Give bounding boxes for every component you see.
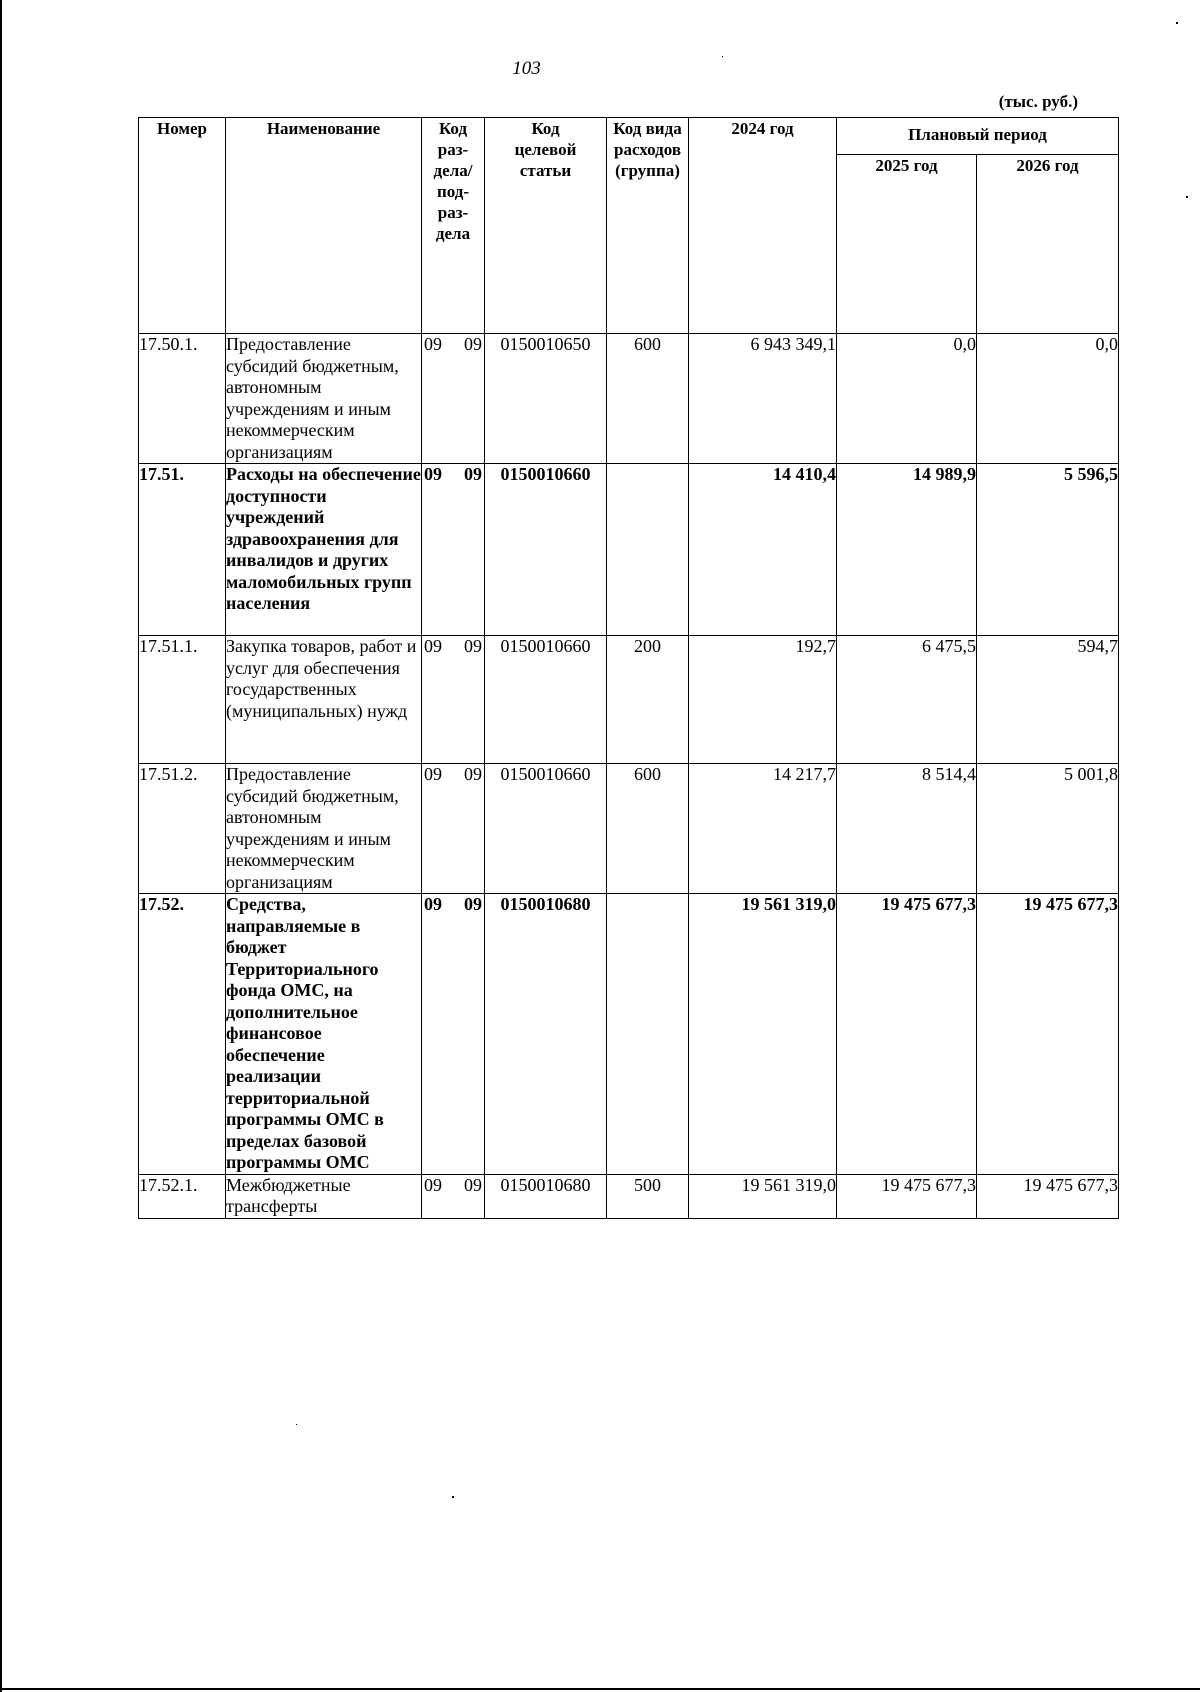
row-section: 09 09 [422,334,485,464]
row-2025: 6 475,5 [837,636,977,764]
table-row [139,636,1119,764]
row-2026: 594,7 [977,636,1119,764]
row-section: 09 09 [422,464,485,636]
row-2024: 192,7 [689,636,837,764]
table-row [139,894,1119,1175]
row-target-code: 0150010660 [485,636,607,764]
header-row [139,118,1119,155]
row-target-code: 0150010660 [485,764,607,894]
row-2024: 14 217,7 [689,764,837,894]
row-expense-type: 600 [607,764,689,894]
row-expense-type: 200 [607,636,689,764]
header-name: Наименование [226,118,422,334]
row-2025: 19 475 677,3 [837,1174,977,1218]
units-label: (тыс. руб.) [998,92,1078,111]
row-section: 09 09 [422,764,485,894]
scan-edge-line-left [0,0,2,1692]
table-row [139,1174,1119,1218]
row-number: 17.51. [139,464,226,636]
row-number: 17.52. [139,894,226,1175]
row-2024: 19 561 319,0 [689,894,837,1175]
row-number: 17.50.1. [139,334,226,464]
header-expense-type: Код вида расходов (группа) [607,118,689,334]
header-planning-period: Плановый период [837,118,1119,155]
row-2025: 14 989,9 [837,464,977,636]
scan-speck [722,56,723,57]
header-2026: 2026 год [977,155,1119,334]
row-2024: 14 410,4 [689,464,837,636]
scan-speck [1176,22,1178,24]
row-section: 09 09 [422,894,485,1175]
row-2024: 6 943 349,1 [689,334,837,464]
row-2026: 19 475 677,3 [977,894,1119,1175]
row-target-code: 0150010680 [485,894,607,1175]
row-section: 09 09 [422,1174,485,1218]
row-name: Расходы на обеспечение доступности учреждений здравоохранения для инвалидов и других маломобильных групп населения [226,464,422,636]
row-2026: 5 001,8 [977,764,1119,894]
scan-speck [1186,196,1188,198]
table-row [139,764,1119,894]
header-2024: 2024 год [689,118,837,334]
row-2026: 5 596,5 [977,464,1119,636]
row-2026: 0,0 [977,334,1119,464]
header-target-code: Код целевой статьи [485,118,607,334]
row-2025: 19 475 677,3 [837,894,977,1175]
row-target-code: 0150010650 [485,334,607,464]
table-row [139,464,1119,636]
row-section: 09 09 [422,636,485,764]
row-name: Предоставление субсидий бюджетным, автономным учреждениям и иным некоммерческим организациям [226,334,422,464]
row-2026: 19 475 677,3 [977,1174,1119,1218]
header-number: Номер [139,118,226,334]
row-name: Межбюджетные трансферты [226,1174,422,1218]
row-expense-type: 600 [607,334,689,464]
page-number: 103 [512,58,541,79]
row-number: 17.51.2. [139,764,226,894]
row-number: 17.52.1. [139,1174,226,1218]
scan-speck [452,1496,454,1498]
table-row [139,334,1119,464]
budget-table [138,117,1119,1219]
scan-edge-line-bottom [0,1688,1200,1690]
header-section-code: Код раз- дела/ под- раз- дела [422,118,485,334]
row-target-code: 0150010660 [485,464,607,636]
row-target-code: 0150010680 [485,1174,607,1218]
row-expense-type [607,464,689,636]
row-expense-type: 500 [607,1174,689,1218]
row-2025: 8 514,4 [837,764,977,894]
row-2025: 0,0 [837,334,977,464]
row-name: Средства, направляемые в бюджет Территориального фонда ОМС, на дополнительное финансовое обеспечение реализации территориальной программы ОМС в пределах базовой программы ОМС [226,894,422,1175]
scan-speck [296,1424,297,1425]
row-number: 17.51.1. [139,636,226,764]
row-expense-type [607,894,689,1175]
row-name: Предоставление субсидий бюджетным, автономным учреждениям и иным некоммерческим организациям [226,764,422,894]
header-2025: 2025 год [837,155,977,334]
row-2024: 19 561 319,0 [689,1174,837,1218]
row-name: Закупка товаров, работ и услуг для обеспечения государственных (муниципальных) нужд [226,636,422,764]
